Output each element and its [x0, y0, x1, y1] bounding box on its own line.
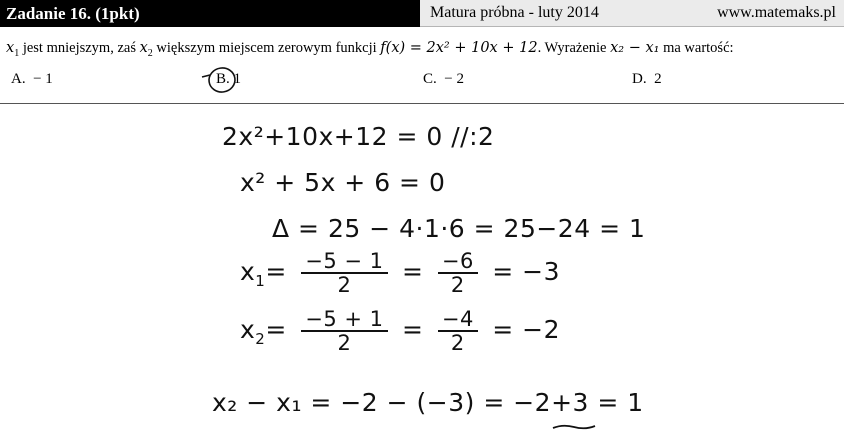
var-x2: x	[139, 40, 148, 56]
answer-a-value: − 1	[33, 71, 53, 87]
solution-line-1: 2x²+10x+12 = 0 //:2	[222, 122, 495, 151]
answer-c[interactable]	[423, 71, 464, 88]
var-x2-index: 2	[147, 47, 153, 59]
var-x1-index: 1	[14, 47, 20, 59]
x1-index: 1	[255, 272, 266, 291]
solution-final: x₂ − x₁ = −2 − (−3) = −2+3 = 1	[212, 388, 644, 417]
var-x1: x	[6, 40, 15, 56]
answer-a[interactable]	[11, 71, 53, 88]
x2-simplified	[438, 308, 478, 354]
x1-numerator: −5 − 1	[301, 250, 387, 274]
circled-answer-mark	[196, 60, 256, 100]
answer-circle	[207, 66, 236, 93]
problem-text-c: . Wyrażenie	[537, 40, 611, 56]
function-formula: f(x) = 2x² + 10x + 12	[380, 40, 538, 56]
solution-line-3: Δ = 25 − 4·1·6 = 25−24 = 1	[272, 214, 646, 243]
x1-simplified-num: −6	[438, 250, 478, 274]
problem-statement	[6, 40, 836, 59]
answer-a-label: A.	[11, 71, 26, 87]
x2-simplified-den: 2	[450, 331, 465, 356]
underline-stroke	[553, 426, 595, 429]
x2-symbol: x	[240, 315, 256, 345]
answer-d-value: 2	[654, 71, 662, 87]
x2-index: 2	[255, 330, 266, 349]
x1-simplified-den: 2	[450, 273, 465, 298]
answer-b-label: B.	[216, 71, 230, 87]
x2-result: = −2	[492, 315, 561, 345]
answer-c-value: − 2	[444, 71, 464, 87]
answer-b-value: 1	[233, 71, 242, 87]
answer-d[interactable]	[632, 71, 662, 88]
solution-line-x1: $x_1=$ $\frac{-5 - 1}{2}$ = $\frac{-6}{2}$ = −3	[240, 249, 561, 298]
handwritten-solution	[0, 110, 844, 427]
site-link[interactable]: www.matemaks.pl	[717, 4, 836, 21]
header-info	[420, 0, 844, 27]
solution-line-2: x² + 5x + 6 = 0	[240, 168, 446, 197]
exam-subtitle: Matura próbna - luty 2014	[430, 4, 599, 21]
problem-text-d: ma wartość:	[659, 40, 734, 56]
final-answer-underline	[552, 422, 596, 432]
x1-symbol: x	[240, 257, 256, 287]
x2-fraction	[301, 308, 387, 354]
answer-c-label: C.	[423, 71, 437, 87]
x1-result: = −3	[492, 257, 561, 287]
expression: x₂ − x₁	[610, 40, 660, 56]
problem-text-a: jest mniejszym, zaś	[19, 40, 140, 56]
task-title: Zadanie 16. (1pkt)	[0, 0, 420, 27]
answer-options	[0, 71, 844, 93]
header-bar	[0, 0, 844, 27]
x2-simplified-num: −4	[438, 308, 478, 332]
problem-text-b: większym miejscem zerowym funkcji	[152, 40, 381, 56]
x1-simplified	[438, 250, 478, 296]
answer-d-label: D.	[632, 71, 647, 87]
solution-line-x2: $x_2=$ $\frac{-5 + 1}{2}$ = $\frac{-4}{2}$ = −2	[240, 307, 561, 356]
x2-numerator: −5 + 1	[301, 308, 387, 332]
x2-denominator: 2	[337, 331, 352, 356]
section-divider	[0, 103, 844, 104]
x1-fraction	[301, 250, 387, 296]
x1-denominator: 2	[337, 273, 352, 298]
